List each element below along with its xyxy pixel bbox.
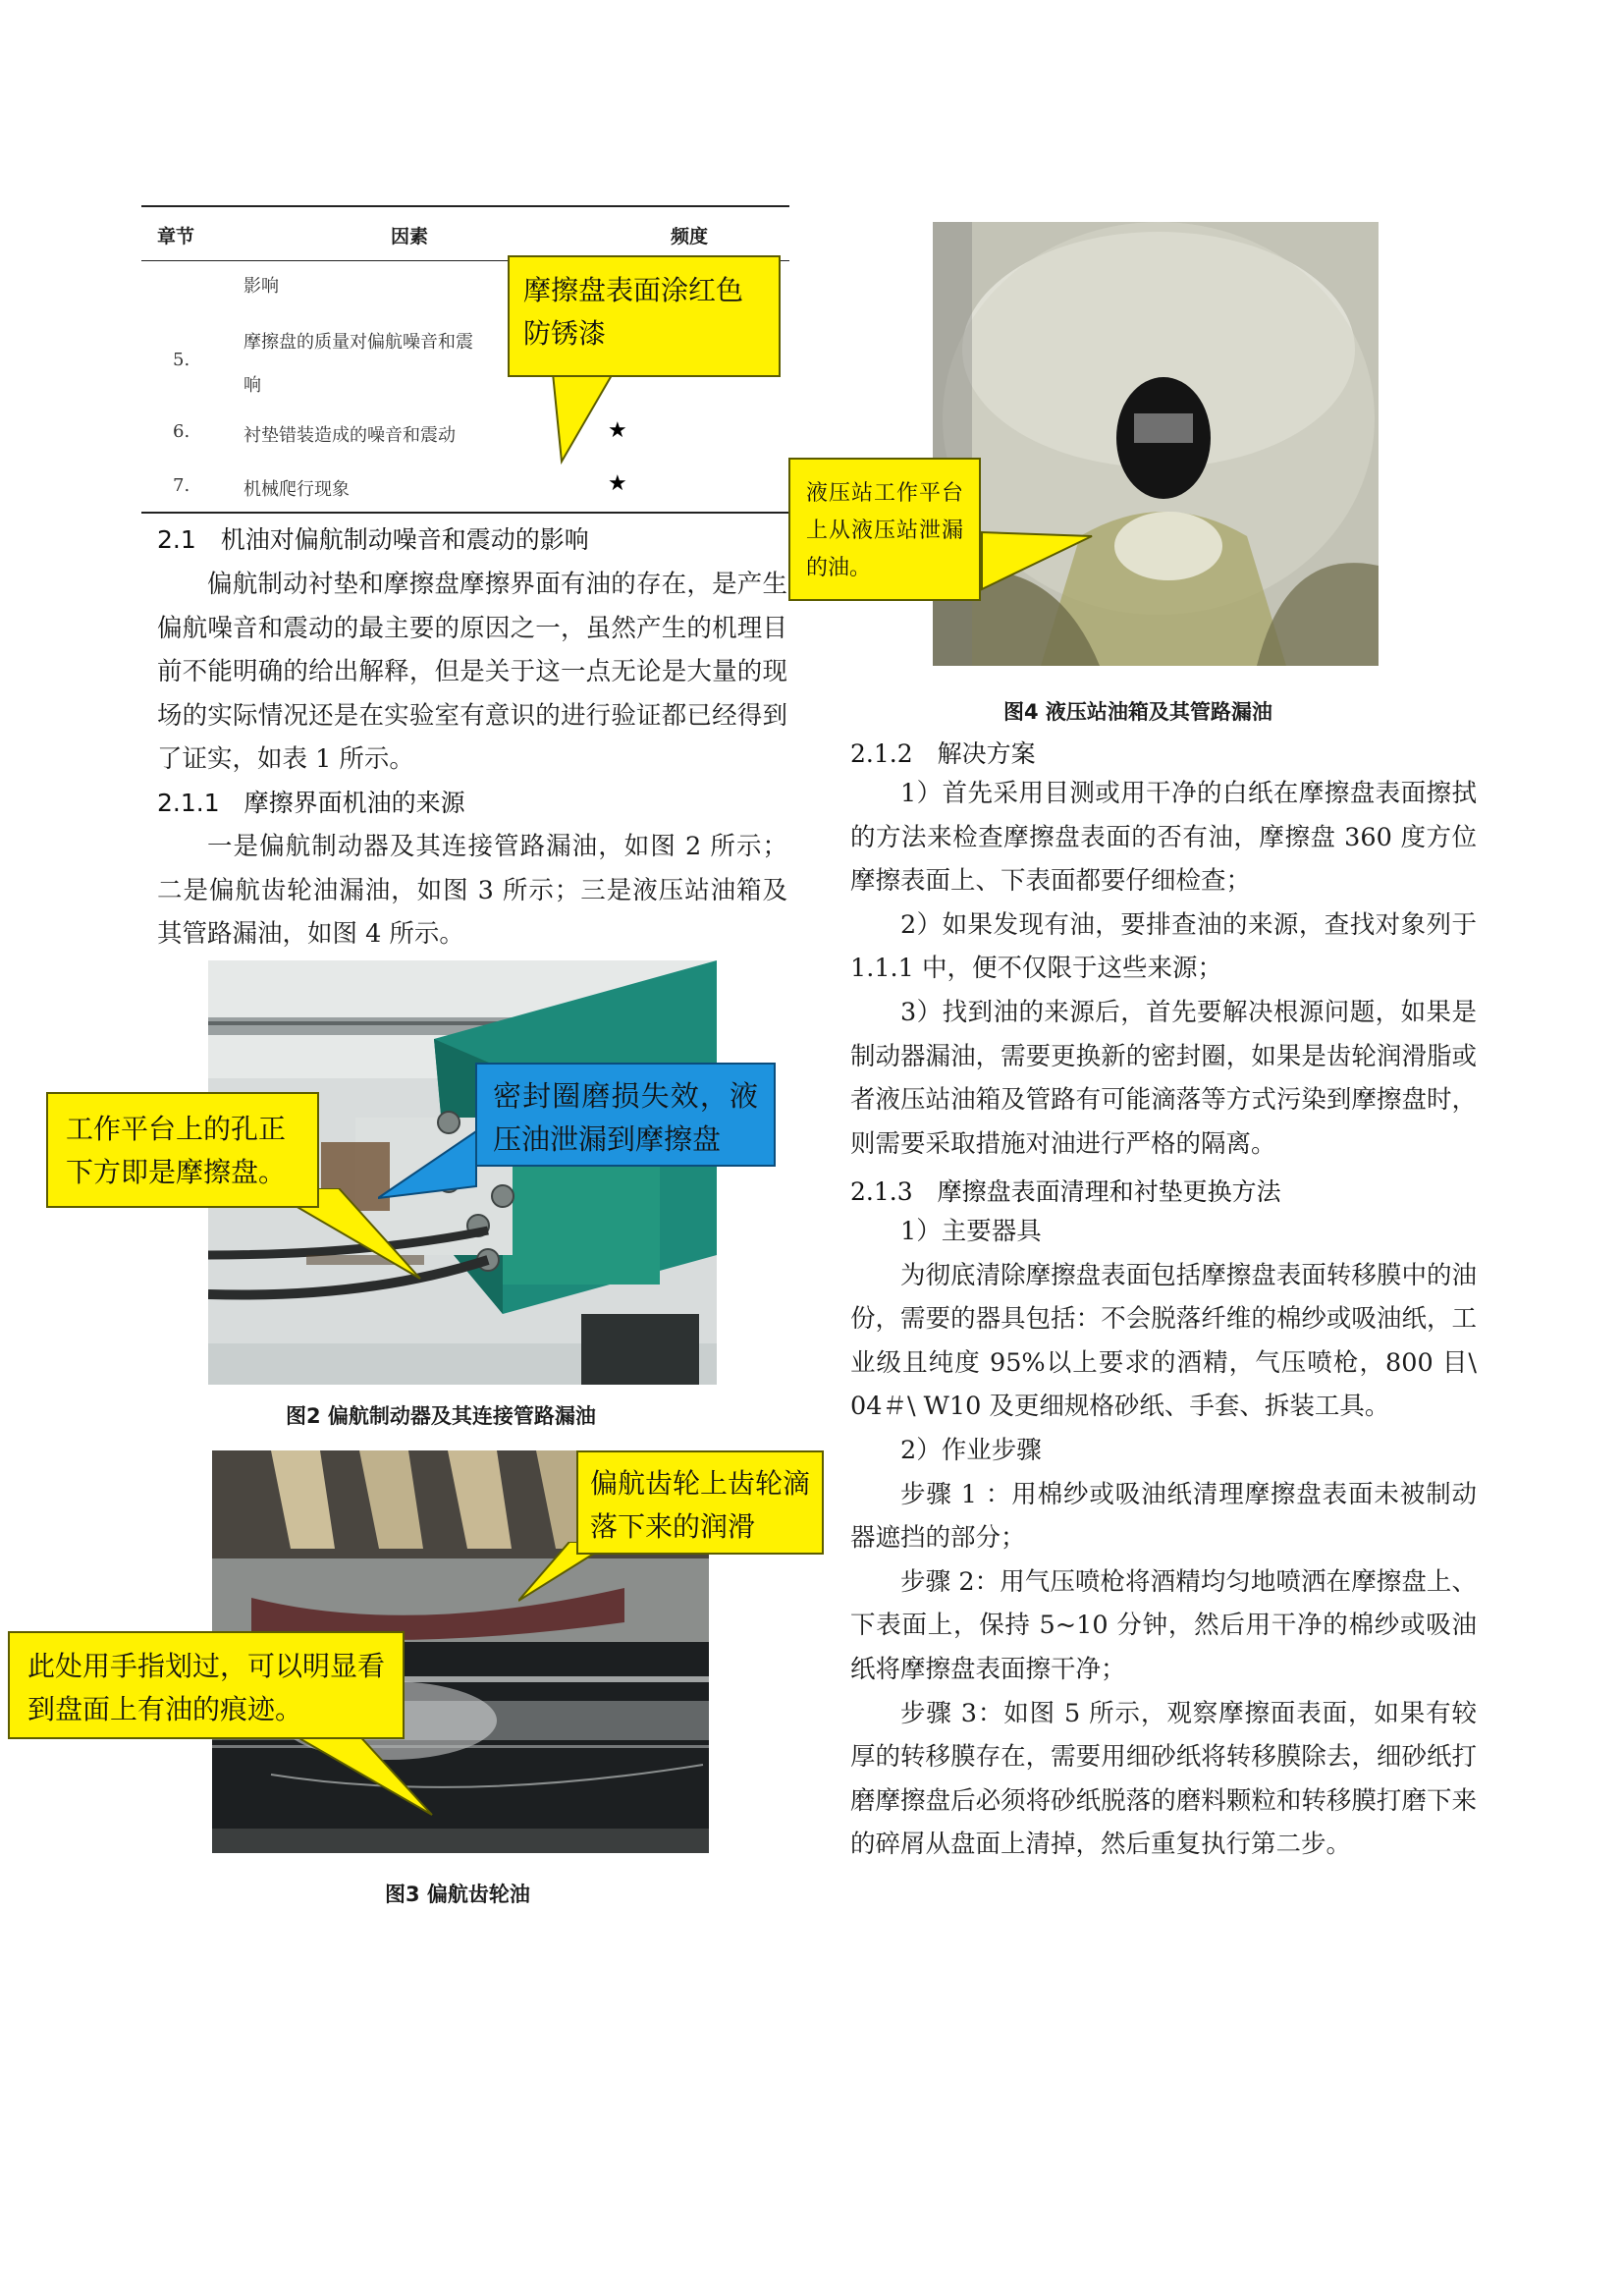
fig2-left-callout-text: 工作平台上的孔正下方即是摩擦盘。: [66, 1113, 287, 1188]
paragraph-oil-influence-text: 偏航制动衬垫和摩擦盘摩擦界面有油的存在，是产生偏航噪音和震动的最主要的原因之一，虽然产生的机理目前不能明确的给出解释，但是关于这一点无论是大量的现场的实际情况还是在实验室有意识的进行验证都已经得到了证实，如表 1 所示。: [157, 570, 787, 775]
table-top-rule: [141, 205, 789, 207]
table-row-4-star: ★: [608, 471, 627, 496]
heading-2-1-3: 2.1.3 摩擦盘表面清理和衬垫更换方法: [850, 1177, 1281, 1206]
table-row-4-num: 7.: [173, 475, 190, 496]
table-row-2-factor-line1: 摩擦盘的质量对偏航噪音和震: [243, 332, 473, 353]
method-paragraphs: [850, 1210, 1477, 1867]
table-row-4-factor: 机械爬行现象: [243, 479, 350, 500]
paragraph-oil-influence: [157, 563, 787, 782]
fig2-right-callout-pointer: [378, 1127, 486, 1206]
fig3-right-callout-text: 偏航齿轮上齿轮滴落下来的润滑: [590, 1467, 811, 1543]
fig4-callout-pointer: [972, 530, 1100, 609]
solution-step-2: 2）如果发现有油，要排查油的来源，查找对象列于 1.1.1 中，便不仅限于这些来源；: [850, 909, 1477, 984]
table-bottom-rule: [141, 512, 789, 514]
fig4-callout-text: 液压站工作平台上从液压站泄漏的油。: [806, 481, 963, 580]
solution-step-1: 1）首先采用目测或用干净的白纸在摩擦盘表面擦拭的方法来检查摩擦盘表面的否有油，摩擦盘 360 度方位摩擦表面上、下表面都要仔细检查；: [850, 779, 1477, 897]
heading-2-1-2: 2.1.2 解决方案: [850, 739, 1036, 768]
paragraph-oil-source: [157, 825, 787, 957]
solution-step-3: 3）找到油的来源后，首先要解决根源问题，如果是制动器漏油，需要更换新的密封圈，如果是齿轮润滑脂或者液压站油箱及管路有可能滴落等方式污染到摩擦盘时，则需要采取措施对油进行严格的隔离。: [850, 997, 1477, 1159]
heading-2-1-1: 2.1.1 摩擦界面机油的来源: [157, 789, 465, 817]
table-callout-pointer: [491, 363, 628, 471]
tools-paragraph: 为彻底清除摩擦盘表面包括摩擦盘表面转移膜中的油份，需要的器具包括：不会脱落纤维的棉纱或吸油纸，工业级且纯度 95%以上要求的酒精，气压喷枪，800 目\ 04＃\ W10 及更细规格砂纸、手套、拆装工具。: [850, 1260, 1477, 1422]
fig4-callout: [788, 458, 981, 601]
steps-title: 2）作业步骤: [900, 1435, 1042, 1465]
table-row-3-star: ★: [608, 418, 627, 443]
paragraph-oil-source-text: 一是偏航制动器及其连接管路漏油，如图 2 所示；二是偏航齿轮油漏油，如图 3 所示；三是液压站油箱及其管路漏油，如图 4 所示。: [157, 832, 787, 950]
table-header-frequency: 频度: [671, 226, 709, 247]
work-step-3: 步骤 3：如图 5 所示，观察摩擦面表面，如果有较厚的转移膜存在，需要用细砂纸将转移膜除去，细砂纸打磨摩擦盘后必须将砂纸脱落的磨料颗粒和转移膜打磨下来的碎屑从盘面上清掉，然后重复执行第二步。: [850, 1698, 1477, 1860]
work-step-2: 步骤 2：用气压喷枪将酒精均匀地喷洒在摩擦盘上、下表面上，保持 5~10 分钟，然后用干净的棉纱或吸油纸将摩擦盘表面擦干净；: [850, 1566, 1477, 1684]
table-callout: [508, 255, 781, 377]
tools-title: 1）主要器具: [900, 1217, 1042, 1246]
figure-2-caption: 图2 偏航制动器及其连接管路漏油: [286, 1404, 596, 1428]
table-header-factor: 因素: [391, 226, 429, 247]
fig3-left-callout: [8, 1631, 405, 1739]
figure-3-caption: 图3 偏航齿轮油: [385, 1883, 530, 1906]
table-row-1-factor: 影响: [243, 276, 279, 297]
solution-paragraphs: [850, 772, 1477, 1166]
table-row-2-num: 5.: [173, 350, 190, 370]
table-row-3-factor: 衬垫错装造成的噪音和震动: [243, 425, 456, 446]
table-row-3-num: 6.: [173, 421, 190, 442]
table-row-2-factor-line2: 响: [243, 375, 261, 396]
fig2-right-callout: [475, 1063, 776, 1167]
fig3-left-callout-text: 此处用手指划过，可以明显看到盘面上有油的痕迹。: [27, 1650, 386, 1725]
figure-4-caption: 图4 液压站油箱及其管路漏油: [1003, 700, 1272, 724]
heading-2-1: 2.1 机油对偏航制动噪音和震动的影响: [157, 525, 589, 554]
fig2-right-callout-text: 密封圈磨损失效，液压油泄漏到摩擦盘: [493, 1079, 758, 1156]
fig2-left-callout: [46, 1092, 319, 1208]
fig3-right-callout: [576, 1450, 824, 1555]
table-callout-text: 摩擦盘表面涂红色防锈漆: [523, 274, 744, 350]
table-header-section: 章节: [157, 226, 195, 247]
work-step-1: 步骤 1 ：用棉纱或吸油纸清理摩擦盘表面未被制动器遮挡的部分；: [850, 1479, 1477, 1554]
